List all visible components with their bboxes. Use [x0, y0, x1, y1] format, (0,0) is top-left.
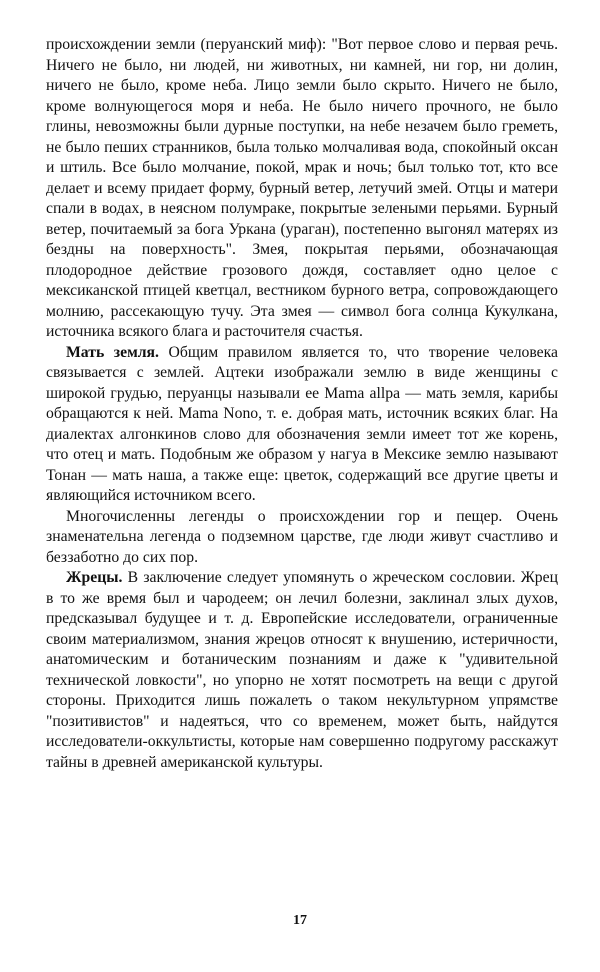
- section-heading-priests: Жрецы.: [66, 569, 123, 586]
- paragraph-text: Многочисленны легенды о происхождении гор и пещер. Очень знаменательна легенда о подземном царстве, где люди живут счастливо и беззаботно до сих пор.: [46, 507, 558, 566]
- paragraph-priests: [46, 568, 558, 773]
- body-text: [46, 35, 558, 773]
- paragraph-text: Общим правилом является то, что творение человека связывается с землей. Ацтеки изображали землю в виде женщины с широкой грудью, перуанцы называли ее Mama allpa — мать земля, карибы обращаются к ней. Mama Nono, т. е. добрая мать, источник всяких благ. На диалектах алгонкинов слово для обозначения земли имеет тот же корень, что отец и мать. Подобным же образом у нагуа в Мексике землю называют Тонан — мать наша, а также еще: цветок, содержащий все другие цветы и являющийся источником всего.: [46, 343, 558, 504]
- paragraph-mother-earth: [46, 343, 558, 507]
- paragraph-peruvian-myth: [46, 35, 558, 343]
- paragraph-text: происхождении земли (перуанский миф): "Вот первое слово и первая речь. Ничего не было, ни людей, ни животных, ни камней, ни гор, ни долин, ничего не было, кроме неба. Лицо земли было скрыто. Ничего не было, кроме волнующегося моря и неба. Не было ничего прочного, не было глины, невозможны были дурные поступки, на небе незачем было греметь, не было пеших странников, была только молчаливая вода, спокойный оксан и штиль. Все было молчание, покой, мрак и ночь; был только тот, кто все делает и всему придает форму, бурный ветер, летучий змей. Отцы и матери спали в водах, в неясном полумраке, покрытые зелеными перьями. Бурный ветер, почитаемый за бога Уркана (ураган), постепенно выгонял матерях из бездны на поверхность". Змея, покрытая перьями, обозначающая плодородное действие грозового дождя, составляет одно целое с мексиканской птицей кветцал, вестником бурного ветра, сопровождающего молнию, рассекающую тучу. Эта змея — символ бога солнца Кукулкана, источника всякого блага и расточителя счастья.: [46, 36, 558, 340]
- paragraph-text: В заключение следует упомянуть о жреческом сословии. Жрец в то же время был и чародеем; он лечил болезни, заклинал злых духов, предсказывал будущее и т. д. Европейские исследователи, ограниченные своим материализмом, знания жрецов относят к внушению, истеричности, анатомическим и ботаническим познаниям и даже к "удивительной технической ловкости", но упорно не хотят посмотреть на вещи с другой стороны. Приходится лишь пожалеть о таком некультурном упрямстве "позитивистов" и надеяться, что со временем, может быть, найдутся исследователи-оккультисты, которые нам совершенно подругому расскажут тайны в древней американской культуры.: [46, 569, 558, 771]
- section-heading-mother-earth: Мать земля.: [66, 343, 159, 361]
- paragraph-legends: [46, 507, 558, 569]
- page-number: 17: [293, 913, 307, 928]
